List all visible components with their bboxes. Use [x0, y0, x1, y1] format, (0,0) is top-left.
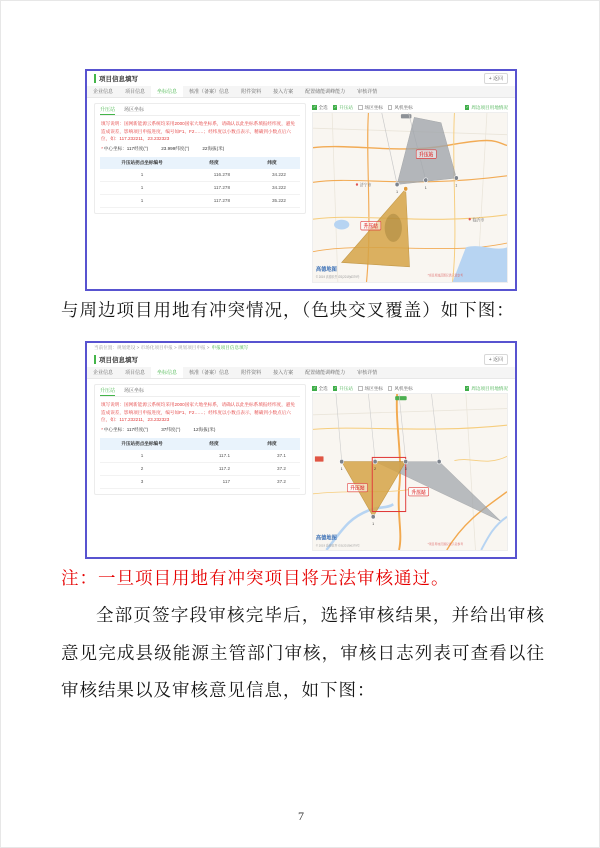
checkbox-icon: [465, 105, 470, 110]
map-logo: 高德地图: [315, 266, 337, 274]
cell-latitude: 37.1: [244, 450, 300, 463]
map-logo: 高德地图: [315, 535, 337, 542]
map-watermark: *项目用地范围仅供示意参考: [427, 273, 463, 278]
cell-point: 3: [100, 475, 184, 488]
back-button[interactable]: + 返回: [484, 73, 508, 84]
polygon-label-booster: [409, 488, 429, 496]
center-longitude: 117经度(°): [126, 426, 149, 432]
cell-point: 1: [100, 181, 184, 194]
checkbox-turbine-coordinates[interactable]: 风机坐标: [388, 386, 413, 392]
subtab-bar: [100, 104, 300, 116]
cell-latitude: 37.2: [244, 475, 300, 488]
col-longitude: 经度: [184, 438, 244, 450]
checkbox-icon: [312, 105, 317, 110]
map-attribution: © 2019 高德软件 GS(2019)6379号: [315, 543, 360, 548]
svg-text:临沂市: 临沂市: [472, 217, 485, 223]
screenshot-project-info-1: [85, 69, 517, 291]
subtab-booster-station[interactable]: 升压站: [100, 385, 115, 396]
subtab-site-coordinates[interactable]: 场区坐标: [124, 107, 145, 113]
checkbox-select-all[interactable]: ✓ 全选: [312, 105, 328, 111]
svg-text:升压站: 升压站: [419, 152, 434, 159]
tab-approval-info[interactable]: 核准（备案）信息: [189, 370, 230, 376]
tab-access-plan[interactable]: 接入方案: [273, 370, 294, 376]
cell-longitude: 117.2: [184, 462, 244, 475]
center-coordinate-fields: [101, 146, 299, 152]
coordinate-panel: [94, 103, 306, 214]
tab-access-plan[interactable]: 接入方案: [273, 89, 294, 95]
tab-review-detail[interactable]: 审核详情: [357, 370, 378, 376]
table-row: [100, 475, 300, 488]
fill-instructions: 填写说明：国网新能源云系统均采用2000国家大地坐标系，请确认以此坐标系填报经纬度，避免造成误差，影响项目申报进度，编号如F1、F2……；经纬度以小数点表示，精确到小数点后六位，如：117.232211，23.232323: [101, 121, 295, 142]
checkbox-icon: [388, 386, 393, 391]
page-title: 项目信息填写: [94, 74, 138, 83]
cell-longitude: 117: [184, 475, 244, 488]
svg-text:2: 2: [374, 466, 377, 471]
checkbox-icon: [333, 105, 338, 110]
required-asterisk: *: [101, 145, 103, 151]
checkbox-icon: [358, 386, 363, 391]
tab-coordinate-info[interactable]: 坐标信息: [151, 86, 183, 97]
red-road-badge: [315, 456, 324, 461]
center-longitude: 117经度(°): [126, 145, 149, 151]
tab-project-info[interactable]: 项目信息: [125, 89, 146, 95]
required-asterisk: *: [101, 426, 103, 432]
checkbox-icon: [388, 105, 393, 110]
center-coordinate-label: 中心坐标：: [103, 426, 127, 432]
col-point-number: 升压站拐点坐标编号: [100, 438, 184, 450]
tab-storage-capacity[interactable]: 配置储能调峰能力: [305, 89, 346, 95]
page-number: 7: [298, 809, 304, 823]
cell-latitude: 34.222: [244, 169, 300, 182]
tab-project-info[interactable]: 项目信息: [125, 370, 146, 376]
table-row: [100, 169, 300, 182]
checkbox-icon: [465, 386, 470, 391]
tab-bar: [87, 86, 515, 98]
col-latitude: 纬度: [244, 438, 300, 450]
checkbox-booster-station[interactable]: ✓ 升压站: [333, 386, 353, 392]
breadcrumb-current: 申报项目信息填写: [211, 344, 249, 350]
col-point-number: 升压站拐点坐标编号: [100, 157, 184, 169]
tab-approval-info[interactable]: 核准（备案）信息: [189, 89, 230, 95]
table-header-row: [100, 157, 300, 169]
map-2: [313, 394, 507, 550]
center-coordinate-label: 中心坐标：: [103, 145, 127, 151]
table-row: [100, 462, 300, 475]
col-longitude: 经度: [184, 157, 244, 169]
polygon-label-booster: [347, 483, 367, 491]
cell-longitude: 117.278: [184, 194, 244, 207]
tab-coordinate-info[interactable]: 坐标信息: [151, 367, 183, 378]
cell-point: 1: [100, 169, 184, 182]
subtab-bar: [100, 385, 300, 397]
screenshot-project-info-2: [85, 341, 517, 559]
tab-attachments[interactable]: 附件资料: [241, 370, 262, 376]
coordinate-table: [100, 438, 300, 489]
center-latitude: 37纬度(°): [161, 426, 181, 432]
checkbox-icon: [358, 105, 363, 110]
tab-bar: [87, 367, 515, 379]
tab-company-info[interactable]: 企业信息: [93, 89, 114, 95]
breadcrumb[interactable]: [87, 343, 515, 352]
cell-longitude: 117.1: [184, 450, 244, 463]
center-altitude: 22海拔(米): [202, 145, 225, 151]
table-row: [100, 194, 300, 207]
map-legend-toolbar: [312, 103, 508, 112]
body-paragraph: 全部页签字段审核完毕后，选择审核结果，并给出审核意见完成县级能源主管部门审核，审核日志列表可查看以往审核结果以及审核意见信息，如下图：: [61, 605, 545, 700]
checkbox-surrounding-land-use[interactable]: ✓ 周边项目用地情况: [465, 386, 508, 392]
svg-text:升压站: 升压站: [411, 489, 426, 496]
cell-point: 1: [100, 194, 184, 207]
cell-longitude: 117.278: [184, 181, 244, 194]
tab-review-detail[interactable]: 审核详情: [357, 89, 378, 95]
coordinate-panel: [94, 384, 306, 495]
cell-point: 2: [100, 462, 184, 475]
polygon-label-booster: [361, 221, 381, 230]
marker-pin-orange: [404, 186, 408, 191]
checkbox-booster-station[interactable]: ✓ 升压站: [333, 105, 353, 111]
map-legend-toolbar: [312, 384, 508, 393]
checkbox-turbine-coordinates[interactable]: 风机坐标: [388, 105, 413, 111]
polygon-label-booster: [416, 150, 436, 159]
table-row: [100, 181, 300, 194]
svg-text:升压站: 升压站: [363, 223, 378, 230]
marker-pin: [437, 459, 441, 464]
checkbox-surrounding-land-use[interactable]: ✓ 周边项目用地情况: [465, 105, 508, 111]
map-watermark: *项目用地范围仅供示意参考: [427, 541, 464, 546]
table-header-row: [100, 438, 300, 450]
page-title: 项目信息填写: [94, 355, 138, 364]
fill-instructions: 填写说明：国网新能源云系统均采用2000国家大地坐标系，请确认以此坐标系填报经纬度，避免造成误差，影响项目申报进度，编号如F1、F2……；经纬度以小数点表示，精确到小数点后六位，如：117.232211，23.232323: [101, 402, 295, 423]
center-altitude: 12海拔(米): [193, 426, 216, 432]
cell-latitude: 35.222: [244, 194, 300, 207]
subtab-booster-station[interactable]: 升压站: [100, 104, 115, 115]
center-latitude: 23.999纬度(°): [161, 145, 190, 151]
cell-point: 1: [100, 450, 184, 463]
tab-storage-capacity[interactable]: 配置储能调峰能力: [305, 370, 346, 376]
map-section: [312, 384, 508, 551]
svg-text:1: 1: [340, 466, 343, 471]
cell-latitude: 34.222: [244, 181, 300, 194]
shot2-header: [87, 352, 515, 367]
map-canvas[interactable]: [312, 393, 508, 551]
red-note: 注：一旦项目用地有冲突项目将无法审核通过。: [61, 568, 450, 588]
map-section: [312, 103, 508, 283]
svg-text:3: 3: [404, 466, 407, 471]
svg-text:1: 1: [424, 185, 427, 190]
svg-text:1: 1: [396, 189, 399, 195]
svg-text:济宁市: 济宁市: [359, 182, 372, 188]
back-button[interactable]: + 返回: [484, 354, 508, 365]
breadcrumb-path: 当前位置：规划建设 > 市场化项目申报 > 规划项目申报 >: [94, 344, 210, 350]
map-attribution: © 2019 高德软件 GS(2019)6379号: [315, 275, 360, 280]
svg-text:升压站: 升压站: [350, 485, 365, 492]
col-latitude: 纬度: [244, 157, 300, 169]
center-coordinate-fields: [101, 427, 299, 433]
subtab-site-coordinates[interactable]: 场区坐标: [124, 388, 145, 394]
cell-longitude: 116.278: [184, 169, 244, 182]
coordinate-table: [100, 157, 300, 208]
tab-company-info[interactable]: 企业信息: [93, 370, 114, 376]
svg-text:1: 1: [372, 521, 375, 527]
map-canvas[interactable]: [312, 112, 508, 283]
checkbox-select-all[interactable]: ✓ 全选: [312, 386, 328, 392]
checkbox-icon: [333, 386, 338, 391]
cell-latitude: 37.2: [244, 462, 300, 475]
checkbox-site-coordinates[interactable]: 场区坐标: [358, 105, 383, 111]
shot1-header: [87, 71, 515, 86]
map-1: [313, 113, 507, 282]
checkbox-icon: [312, 386, 317, 391]
tab-attachments[interactable]: 附件资料: [241, 89, 262, 95]
between-paragraph: 与周边项目用地有冲突情况，（色块交叉覆盖）如下图：: [61, 300, 515, 320]
table-row: [100, 450, 300, 463]
checkbox-site-coordinates[interactable]: 场区坐标: [358, 386, 383, 392]
svg-text:1: 1: [455, 183, 458, 188]
